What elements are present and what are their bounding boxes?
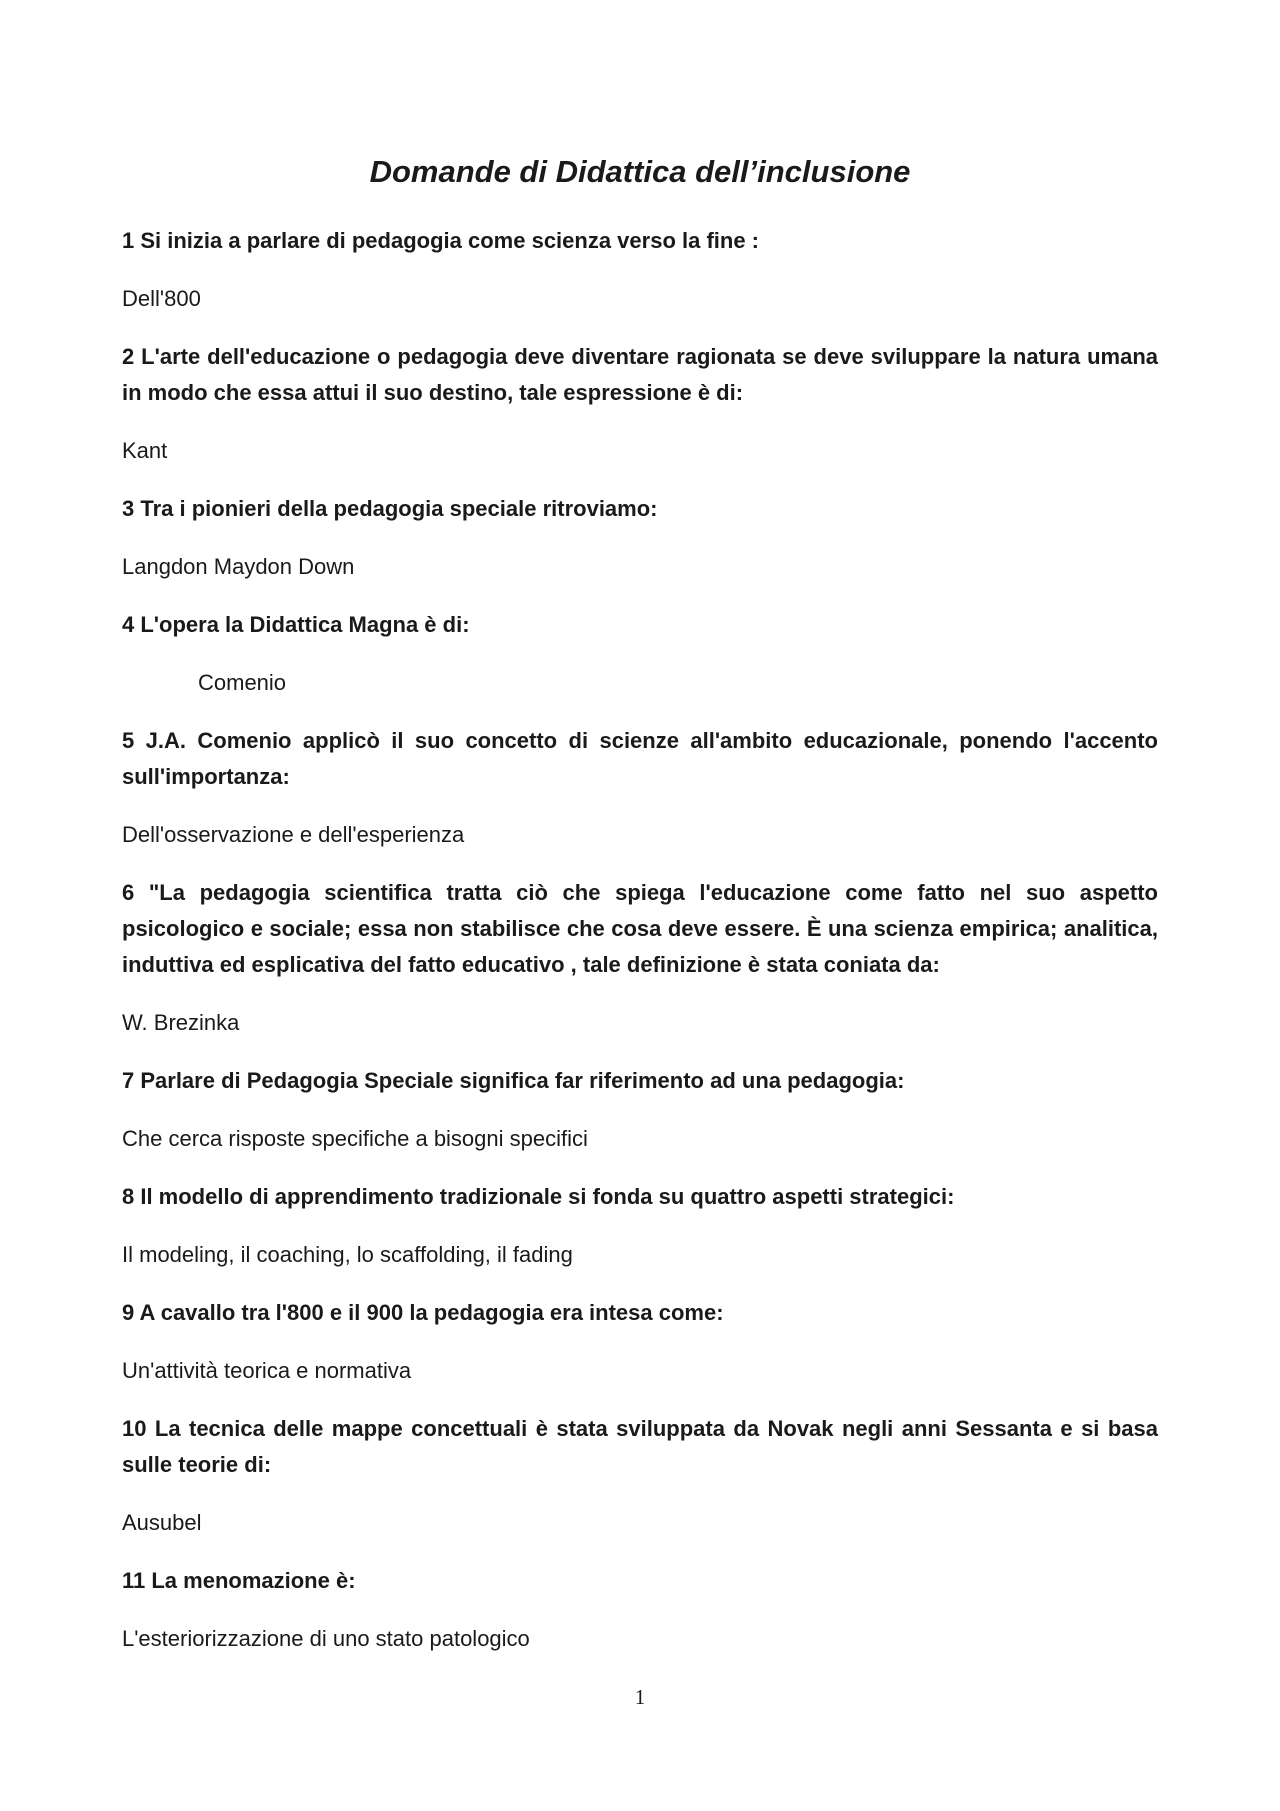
question-7: 7 Parlare di Pedagogia Speciale significa far riferimento ad una pedagogia: (122, 1068, 905, 1093)
answer-2: Kant (122, 438, 168, 463)
question-1: 1 Si inizia a parlare di pedagogia come scienza verso la fine : (122, 228, 760, 253)
question-9: 9 A cavallo tra l'800 e il 900 la pedagogia era intesa come: (122, 1300, 724, 1325)
question-11: 11 La menomazione è: (122, 1568, 356, 1593)
document-title: Domande di Didattica dell’inclusione (369, 154, 911, 189)
question-4: 4 L'opera la Didattica Magna è di: (122, 612, 470, 637)
answer-1: Dell'800 (122, 286, 201, 311)
answer-5: Dell'osservazione e dell'esperienza (122, 822, 465, 847)
answer-7: Che cerca risposte specifiche a bisogni specifici (122, 1126, 588, 1151)
answer-4: Comenio (198, 670, 287, 695)
question-list (122, 223, 1158, 1679)
question-2: 2 L'arte dell'educazione o pedagogia deve diventare ragionata se deve sviluppare la natura umana in modo che essa attui il suo destino, tale espressione è di: (122, 344, 1158, 405)
answer-10: Ausubel (122, 1510, 202, 1535)
answer-8: Il modeling, il coaching, lo scaffolding, il fading (122, 1242, 573, 1267)
question-10: 10 La tecnica delle mappe concettuali è stata sviluppata da Novak negli anni Sessanta e si basa sulle teorie di: (122, 1416, 1158, 1477)
page-number: 1 (634, 1685, 646, 1709)
question-8: 8 Il modello di apprendimento tradizionale si fonda su quattro aspetti strategici: (122, 1184, 955, 1209)
answer-9: Un'attività teorica e normativa (122, 1358, 412, 1383)
answer-11: L'esteriorizzazione di uno stato patologico (122, 1626, 530, 1651)
question-6: 6 "La pedagogia scientifica tratta ciò che spiega l'educazione come fatto nel suo aspetto psicologico e sociale; essa non stabilisce che cosa deve essere. È una scienza empirica; analitica, induttiva ed esplicativa del fatto educativo , tale definizione è stata coniata da: (122, 880, 1158, 977)
answer-6: W. Brezinka (122, 1010, 240, 1035)
question-3: 3 Tra i pionieri della pedagogia speciale ritroviamo: (122, 496, 658, 521)
answer-3: Langdon Maydon Down (122, 554, 355, 579)
question-5: 5 J.A. Comenio applicò il suo concetto di scienze all'ambito educazionale, ponendo l'accento sull'importanza: (122, 728, 1158, 789)
